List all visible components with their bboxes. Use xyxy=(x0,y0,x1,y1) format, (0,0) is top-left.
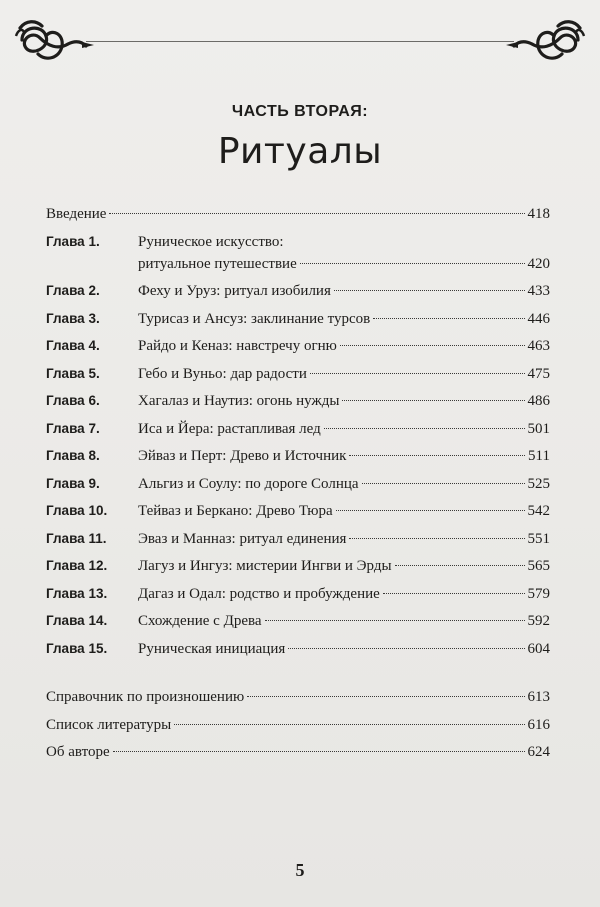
toc-page-number: 420 xyxy=(527,255,550,272)
toc-page-number: 511 xyxy=(528,448,550,464)
page-number: 5 xyxy=(295,860,305,880)
toc-page-number: 433 xyxy=(527,283,550,299)
chapter-label: Глава 3. xyxy=(46,310,100,326)
toc-entry-title: Альгиз и Соулу: по дороге Солнца xyxy=(138,475,359,492)
chapter-label: Глава 6. xyxy=(46,393,100,408)
part-label: ЧАСТЬ ВТОРАЯ: xyxy=(231,103,369,120)
dot-leader xyxy=(373,318,524,319)
toc-entry-title: ритуальное путешествие xyxy=(138,255,297,272)
part-title: Ритуалы xyxy=(217,131,383,172)
toc-entry-chapter-2[interactable] xyxy=(46,280,550,302)
toc-entry-title: Турисаз и Ансуз: заклинание турсов xyxy=(138,310,371,327)
knot-ornament-icon xyxy=(12,14,96,66)
dot-leader xyxy=(310,373,525,374)
dot-leader xyxy=(340,345,525,346)
dot-leader xyxy=(336,510,525,511)
dot-leader xyxy=(395,565,525,566)
dot-leader xyxy=(383,593,525,594)
toc-entry-chapter-14[interactable] xyxy=(46,610,550,632)
section-spacer xyxy=(46,665,550,686)
toc-page-number: 565 xyxy=(527,558,550,574)
toc-page-number: 486 xyxy=(527,393,550,409)
toc-page-number: 525 xyxy=(527,475,550,492)
toc-page-number: 418 xyxy=(527,206,550,222)
dot-leader xyxy=(174,724,524,725)
header-rule xyxy=(86,41,514,42)
knot-ornament-icon xyxy=(504,14,588,66)
toc-entry-bibliography[interactable] xyxy=(46,714,550,736)
toc-entry-title: Гебо и Вуньо: дар радости xyxy=(138,365,307,382)
toc-entry-title: Дагаз и Одал: родство и пробуждение xyxy=(138,585,380,602)
toc-entry-chapter-12[interactable] xyxy=(46,555,550,577)
dot-leader xyxy=(265,620,525,621)
toc-entry-title: Хагалаз и Наутиз: огонь нужды xyxy=(138,393,340,409)
chapter-label: Глава 12. xyxy=(46,558,108,573)
toc-entry-chapter-10[interactable] xyxy=(46,500,550,522)
dot-leader xyxy=(109,213,524,214)
toc-page-number: 475 xyxy=(527,365,550,382)
toc-page-number: 624 xyxy=(527,744,550,760)
toc-entry-title: Об авторе xyxy=(46,744,110,760)
dot-leader xyxy=(324,428,525,429)
chapter-label: Глава 4. xyxy=(46,338,100,353)
toc-entry-chapter-4[interactable] xyxy=(46,335,550,357)
toc-entry-title: Райдо и Кеназ: навстречу огню xyxy=(138,338,337,354)
toc-entry-title: Феху и Уруз: ритуал изобилия xyxy=(138,283,331,299)
toc-entry-title: Введение xyxy=(46,206,107,222)
toc-entry-title: Иса и Йера: растапливая лед xyxy=(138,420,321,437)
chapter-label: Глава 5. xyxy=(46,365,100,381)
toc-entry-title: Руническая инициация xyxy=(138,640,286,657)
dot-leader xyxy=(300,263,525,264)
dot-leader xyxy=(334,290,525,291)
chapter-label: Глава 10. xyxy=(46,503,108,518)
toc-entry-chapter-6[interactable] xyxy=(46,390,550,412)
dot-leader xyxy=(288,648,524,649)
toc-page-number: 592 xyxy=(527,613,550,629)
table-of-contents xyxy=(46,203,550,769)
toc-entry-chapter-3[interactable] xyxy=(46,308,550,330)
toc-entry-about-author[interactable] xyxy=(46,741,550,763)
toc-entry-chapter-9[interactable] xyxy=(46,473,550,495)
toc-entry-chapter-11[interactable] xyxy=(46,528,550,550)
chapter-label: Глава 2. xyxy=(46,283,100,298)
dot-leader xyxy=(342,400,524,401)
chapter-label: Глава 8. xyxy=(46,448,100,463)
dot-leader xyxy=(362,483,525,484)
toc-entry-chapter-5[interactable] xyxy=(46,363,550,385)
toc-entry-title: Справочник по произношению xyxy=(46,689,245,705)
toc-page-number: 616 xyxy=(527,716,550,733)
toc-entry-chapter-7[interactable] xyxy=(46,418,550,440)
chapter-label: Глава 11. xyxy=(46,530,107,546)
toc-page-number: 613 xyxy=(527,689,550,705)
toc-entry-chapter-13[interactable] xyxy=(46,583,550,605)
toc-page-number: 446 xyxy=(527,310,550,327)
chapter-label: Глава 14. xyxy=(46,613,108,628)
dot-leader xyxy=(247,696,524,697)
toc-page-number: 579 xyxy=(527,585,550,602)
toc-entry-title: Эйваз и Перт: Древо и Источник xyxy=(138,448,347,464)
toc-entry-title: Тейваз и Беркано: Древо Тюра xyxy=(138,503,333,519)
toc-entry-title: Лагуз и Ингуз: мистерии Ингви и Эрды xyxy=(138,558,392,574)
dot-leader xyxy=(349,538,524,539)
toc-entry-intro[interactable] xyxy=(46,203,550,225)
toc-page-number: 604 xyxy=(527,640,550,657)
chapter-label: Глава 1. xyxy=(46,233,100,249)
toc-page-number: 463 xyxy=(527,338,550,354)
toc-page-number: 501 xyxy=(527,420,550,437)
toc-entry-chapter-1[interactable] xyxy=(46,231,550,275)
dot-leader xyxy=(349,455,525,456)
toc-page-number: 542 xyxy=(527,503,550,519)
toc-entry-title: Схождение с Древа xyxy=(138,613,262,629)
dot-leader xyxy=(113,751,525,752)
toc-entry-chapter-15[interactable] xyxy=(46,638,550,660)
toc-page-number: 551 xyxy=(527,530,550,547)
toc-entry-chapter-8[interactable] xyxy=(46,445,550,467)
toc-entry-title: Эваз и Манназ: ритуал единения xyxy=(138,530,347,547)
chapter-label: Глава 13. xyxy=(46,585,108,601)
toc-entry-title: Список литературы xyxy=(46,716,172,733)
chapter-label: Глава 7. xyxy=(46,420,100,436)
chapter-label: Глава 9. xyxy=(46,475,100,491)
toc-entry-pronunciation[interactable] xyxy=(46,686,550,708)
toc-entry-title: Руническое искусство: xyxy=(138,233,284,250)
chapter-label: Глава 15. xyxy=(46,640,108,656)
